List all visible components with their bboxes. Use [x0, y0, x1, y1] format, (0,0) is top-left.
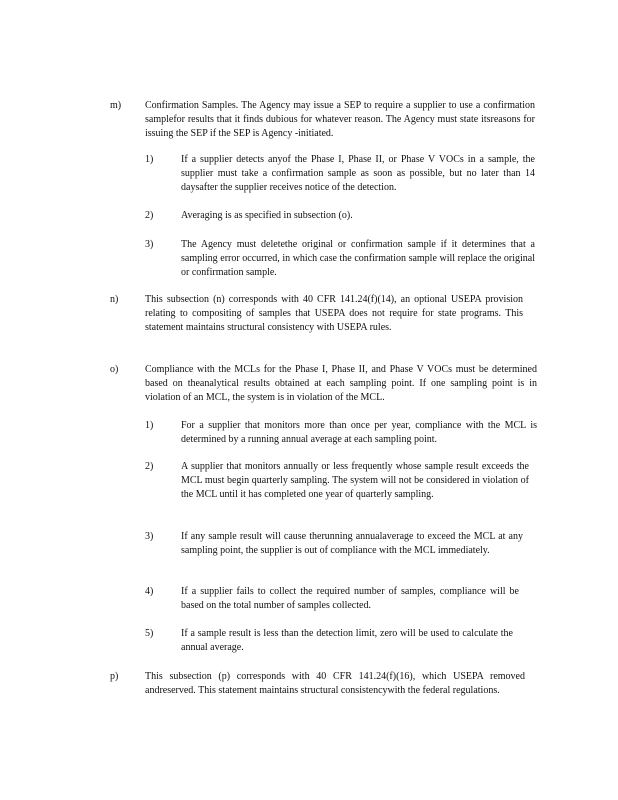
section-text: Compliance with the MCLs for the Phase I, Phase II, and Phase V VOCs must be determined based on theanalytical results obtained at each sampling point. If one sampling point is in violation of an MCL, the system is in violation of the MCL. [145, 364, 537, 403]
item-text: If a supplier detects anyof the Phase I, Phase II, or Phase V VOCs in a sample, the supplier must take a confirmation sample as soon as possible, but no later than 14 daysafter the supplier receives notice of the detection. [181, 154, 535, 193]
item-label: 2) [145, 210, 154, 221]
section-text: This subsection (p) corresponds with 40 CFR 141.24(f)(16), which USEPA removed andreserved. This statement maintains structural consistencywith the federal regulations. [145, 671, 525, 696]
section-text: This subsection (n) corresponds with 40 CFR 141.24(f)(14), an optional USEPA provision relating to compositing of samples that USEPA does not require for state programs. This statement maintains structural consistency with USEPA rules. [145, 294, 523, 333]
section-text: Confirmation Samples. The Agency may issue a SEP to require a supplier to use a confirmation samplefor results that it finds dubious for whatever reason. The Agency must state itsreasons for issuing the SEP if the SEP is Agency -initiated. [145, 100, 535, 139]
section-label: n) [110, 294, 119, 305]
item-label: 1) [145, 154, 154, 165]
item-label: 3) [145, 531, 154, 542]
item-label: 1) [145, 420, 154, 431]
item-label: 2) [145, 461, 154, 472]
item-label: 5) [145, 628, 154, 639]
section-label: o) [110, 364, 119, 375]
item-label: 3) [145, 239, 154, 250]
item-text: Averaging is as specified in subsection (o). [181, 210, 353, 221]
item-text: If a sample result is less than the detection limit, zero will be used to calculate the annual average. [181, 628, 513, 653]
item-text: If a supplier fails to collect the required number of samples, compliance will be based on the total number of samples collected. [181, 586, 519, 611]
item-text: A supplier that monitors annually or less frequently whose sample result exceeds the MCL must begin quarterly sampling. The system will not be considered in violation of the MCL until it has completed one year of quarterly sampling. [181, 461, 529, 500]
section-label: m) [110, 100, 122, 111]
item-text: The Agency must deletethe original or confirmation sample if it determines that a sampling error occurred, in which case the confirmation sample will replace the original or confirmation sample. [181, 239, 535, 278]
item-text: If any sample result will cause therunning annualaverage to exceed the MCL at any sampling point, the supplier is out of compliance with the MCL immediately. [181, 531, 523, 556]
section-label: p) [110, 671, 119, 682]
item-label: 4) [145, 586, 154, 597]
item-text: For a supplier that monitors more than once per year, compliance with the MCL is determined by a running annual average at each sampling point. [181, 420, 537, 445]
